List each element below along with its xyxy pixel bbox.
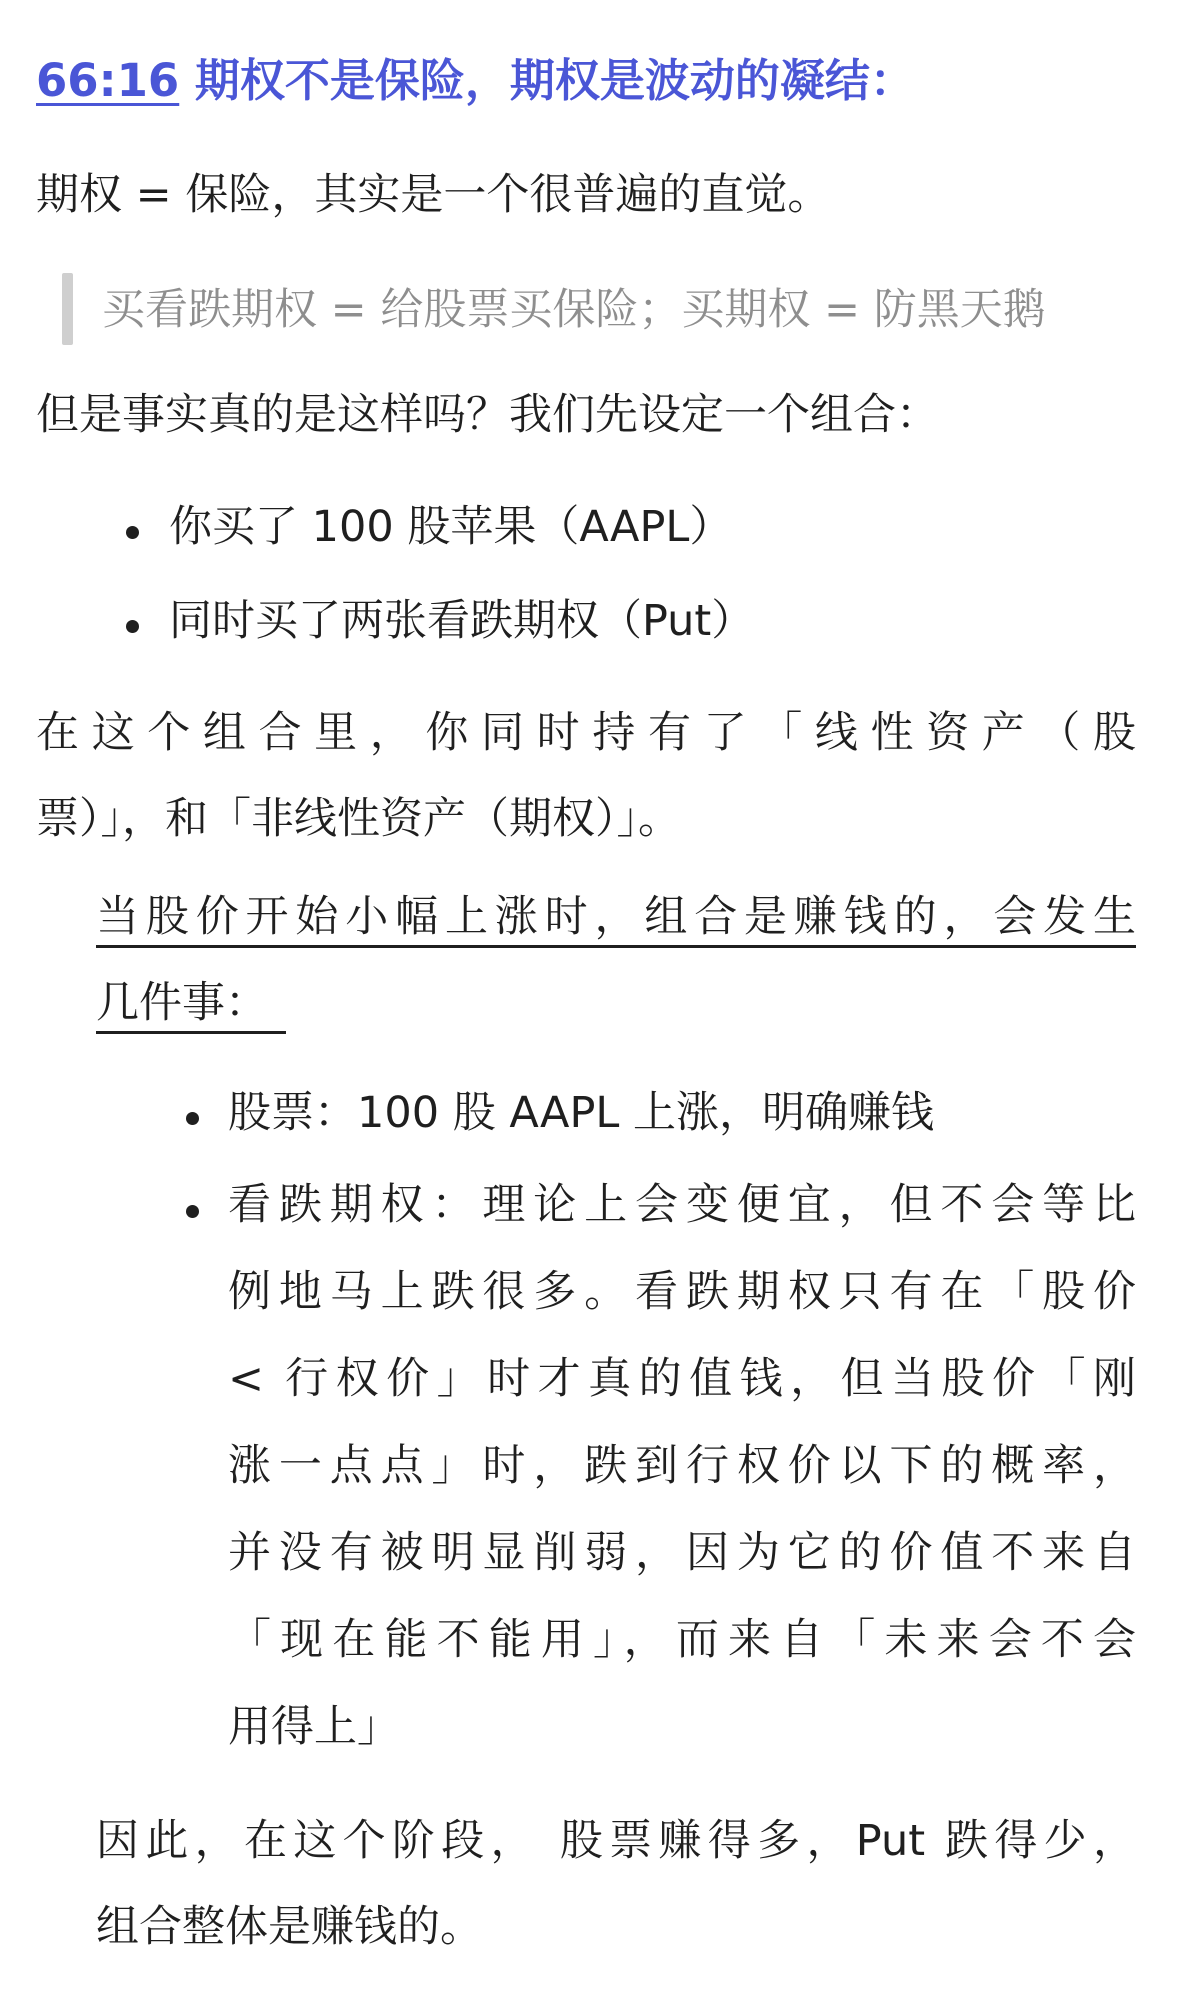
list-item-stock: 股票：100 股 AAPL 上涨，明确赚钱 bbox=[228, 1088, 934, 1138]
bullet-dot bbox=[126, 526, 139, 539]
underline bbox=[96, 945, 1136, 948]
subsection-heading-line1: 当股价开始小幅上涨时，组合是赚钱的，会发生 bbox=[96, 892, 1136, 942]
bullet-dot bbox=[186, 1205, 199, 1218]
underline bbox=[96, 1031, 286, 1034]
blockquote bbox=[62, 273, 1152, 347]
bullet-dot bbox=[186, 1112, 199, 1125]
blockquote-bar bbox=[62, 273, 73, 345]
bullet-dot bbox=[126, 620, 139, 633]
conclusion-line2: 组合整体是赚钱的。 bbox=[96, 1902, 483, 1952]
list-item-put-line: 并没有被明显削弱，因为它的价值不来自 bbox=[228, 1528, 1136, 1578]
list-item-put-line: < 行权价」时才真的值钱，但当股价「刚 bbox=[228, 1354, 1136, 1404]
list-item-put-line: 用得上」 bbox=[228, 1702, 400, 1752]
list-item-put-line: 涨一点点」时，跌到行权价以下的概率， bbox=[228, 1441, 1136, 1491]
paragraph-setup: 但是事实真的是这样吗？我们先设定一个组合： bbox=[36, 390, 939, 440]
list-item-put-line: 看跌期权：理论上会变便宜，但不会等比 bbox=[228, 1180, 1136, 1230]
conclusion-line1: 因此，在这个阶段， 股票赚得多，Put 跌得少， bbox=[96, 1816, 1136, 1866]
list-item-put-line: 「现在能不能用」，而来自「未来会不会 bbox=[228, 1615, 1136, 1665]
paragraph-portfolio-line1: 在这个组合里，你同时持有了「线性资产（股 bbox=[36, 708, 1136, 758]
paragraph-portfolio-line2: 票）」，和「非线性资产（期权）」。 bbox=[36, 794, 681, 844]
timestamp-link[interactable]: 66:16 bbox=[36, 54, 180, 107]
blockquote-text: 买看跌期权 = 给股票买保险；买期权 = 防黑天鹅 bbox=[102, 285, 1046, 335]
list-item: 同时买了两张看跌期权（Put） bbox=[169, 596, 755, 646]
section-heading bbox=[36, 48, 915, 114]
list-item: 你买了 100 股苹果（AAPL） bbox=[169, 502, 733, 552]
paragraph-intro: 期权 = 保险，其实是一个很普遍的直觉。 bbox=[36, 170, 831, 220]
subsection-heading-line2: 几件事： bbox=[96, 978, 268, 1028]
heading-title: 期权不是保险，期权是波动的凝结： bbox=[194, 54, 915, 107]
list-item-put-line: 例地马上跌很多。看跌期权只有在「股价 bbox=[228, 1267, 1136, 1317]
